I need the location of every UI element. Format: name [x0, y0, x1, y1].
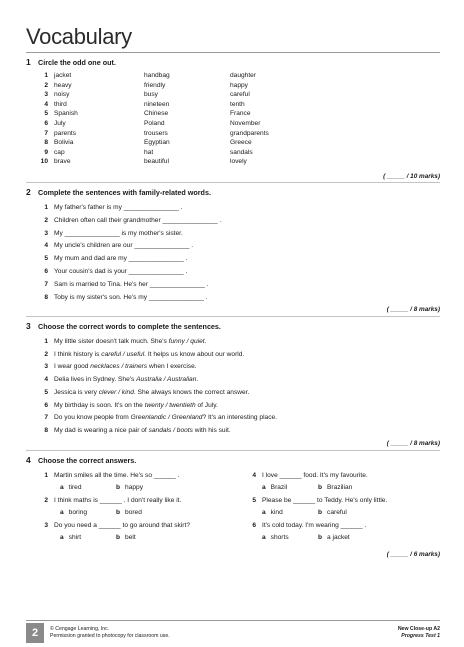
word-option[interactable]: parents — [54, 129, 76, 137]
question — [246, 472, 368, 479]
title-rule — [26, 52, 440, 53]
list-item — [26, 255, 187, 262]
sentence-text[interactable]: Children often call their grandmother _______________ . — [54, 216, 222, 224]
word-choice[interactable]: twenty / twentieth — [144, 401, 196, 409]
item-number: 3 — [44, 363, 48, 371]
answer-option-a[interactable] — [262, 534, 289, 541]
word-option[interactable]: brave — [54, 158, 71, 166]
list-item — [26, 338, 206, 345]
sentence-text[interactable]: Your cousin's dad is your _______________ . — [54, 268, 188, 275]
word-option[interactable]: happy — [230, 81, 248, 89]
word-option[interactable]: tenth — [230, 100, 245, 108]
list-item — [26, 281, 208, 288]
section-divider — [26, 316, 440, 317]
answer-option-a[interactable] — [60, 534, 81, 541]
item-number: 10 — [40, 158, 48, 166]
answer-option-b[interactable] — [116, 534, 136, 541]
word-option[interactable]: nineteen — [144, 100, 170, 108]
item-number: 1 — [44, 204, 48, 211]
sentence-text: of July. — [195, 401, 218, 409]
list-item — [26, 414, 277, 421]
option-letter: a — [262, 484, 266, 491]
option-text: happy — [125, 484, 143, 491]
word-option[interactable]: hat — [144, 148, 154, 156]
option-text: belt — [125, 534, 136, 541]
sentence-text: . — [196, 376, 199, 384]
item-number: 2 — [44, 81, 48, 89]
word-option[interactable]: grandparents — [230, 129, 269, 137]
footer-rule — [26, 620, 440, 621]
question — [246, 522, 366, 529]
answer-option-b[interactable] — [116, 484, 143, 491]
word-option[interactable]: November — [230, 120, 261, 127]
option-letter: b — [116, 534, 121, 541]
answer-option-b[interactable] — [318, 509, 347, 516]
answer-option-b[interactable] — [116, 509, 142, 516]
word-option[interactable]: Greece — [230, 139, 252, 147]
page-title: Vocabulary — [26, 24, 132, 49]
item-number: 4 — [44, 242, 48, 250]
page-number-badge: 2 — [26, 623, 44, 643]
item-number: 8 — [44, 426, 48, 434]
word-option[interactable]: third — [54, 100, 67, 108]
list-item — [26, 351, 244, 358]
option-text: tired — [68, 484, 82, 491]
option-letter: b — [318, 509, 323, 516]
word-option[interactable]: Spanish — [54, 110, 78, 118]
option-text: shorts — [270, 534, 289, 541]
word-option[interactable]: careful — [230, 91, 250, 99]
section-1-heading: 1 Circle the odd one out. — [26, 57, 116, 67]
question — [246, 497, 387, 504]
item-number: 3 — [44, 229, 48, 237]
item-number: 4 — [44, 100, 48, 108]
question-text: I love ______ food. It's my favourite. — [262, 472, 368, 479]
item-number: 2 — [44, 497, 48, 504]
section-4-marks: ( _____ / 6 marks) — [386, 551, 440, 558]
option-text: Brazil — [270, 484, 288, 491]
item-number: 4 — [44, 376, 48, 384]
item-number: 5 — [44, 388, 48, 396]
list-item — [26, 402, 218, 409]
section-2-marks: ( _____ / 8 marks) — [386, 306, 440, 313]
section-divider — [26, 182, 440, 183]
sentence-text: I wear good — [54, 363, 91, 371]
word-option[interactable]: Poland — [144, 120, 165, 127]
list-item — [26, 294, 208, 301]
question-text: Martin smiles all the time. He's so ______ . — [54, 472, 180, 479]
list-item — [26, 389, 249, 396]
option-letter: a — [60, 509, 64, 516]
answer-option-a[interactable] — [262, 509, 283, 516]
word-option[interactable]: France — [230, 110, 251, 118]
sentence-text: My dad is wearing a nice pair of — [54, 426, 149, 434]
sentence-text: . — [204, 338, 207, 345]
item-number: 8 — [44, 139, 48, 147]
answer-option-b[interactable] — [318, 484, 352, 491]
option-letter: b — [116, 484, 121, 491]
word-option[interactable]: jacket — [54, 72, 72, 79]
sentence-text: . She always knows the correct answer. — [133, 388, 250, 396]
word-option[interactable]: Chinese — [144, 110, 169, 118]
word-option[interactable]: busy — [144, 91, 158, 99]
item-number: 7 — [44, 280, 48, 288]
option-letter: a — [60, 534, 64, 541]
question-text: I think maths is ______ . I don't really like it. — [54, 497, 182, 504]
footer-book-info: New Close-up A2 Progress Test 1 — [397, 626, 440, 639]
list-item — [26, 217, 221, 224]
option-letter: a — [262, 534, 266, 541]
option-text: bored — [125, 509, 142, 516]
word-option[interactable]: daughter — [230, 72, 257, 79]
section-4-heading: 4 Choose the correct answers. — [26, 455, 137, 465]
sentence-text[interactable]: Sam is married to Tina. He's her _______________ . — [54, 280, 209, 288]
item-number: 7 — [44, 414, 48, 422]
item-number: 1 — [44, 338, 48, 345]
item-number: 1 — [44, 472, 48, 479]
option-text: shirt — [68, 534, 82, 541]
word-choice[interactable]: Greenlandic / Greenland — [130, 414, 203, 422]
option-text: boring — [68, 509, 88, 516]
item-number: 2 — [44, 350, 48, 358]
answer-option-a[interactable] — [60, 509, 87, 516]
option-letter: b — [318, 534, 323, 541]
word-option[interactable]: friendly — [144, 81, 166, 89]
sentence-text: with his suit. — [192, 426, 231, 434]
sentence-text[interactable]: My uncle's children are our _______________ . — [54, 242, 194, 250]
item-number: 4 — [252, 472, 256, 479]
word-option[interactable]: July — [54, 120, 66, 127]
sentence-text[interactable]: My _______________ is my mother's sister. — [54, 229, 183, 237]
section-3-heading: 3 Choose the correct words to complete the sentences. — [26, 321, 221, 331]
sentence-text: Jessica is very — [54, 388, 99, 396]
word-choice[interactable]: funny / quiet — [168, 338, 205, 345]
item-number: 6 — [44, 401, 48, 409]
item-number: 6 — [44, 120, 48, 127]
word-option[interactable]: cap — [54, 148, 65, 156]
word-option[interactable]: Bolivia — [54, 139, 74, 147]
item-number: 1 — [44, 72, 48, 79]
list-item — [26, 242, 193, 249]
footer-copyright: © Cengage Learning, Inc. Permission granted to photocopy for classroom use. — [50, 626, 170, 639]
section-divider — [26, 450, 440, 451]
item-number: 8 — [44, 293, 48, 301]
option-text: kind — [270, 509, 283, 516]
question — [38, 472, 180, 479]
sentence-text: Delia lives in Sydney. She's — [54, 376, 137, 384]
section-1-marks: ( _____ / 10 marks) — [383, 173, 440, 180]
sentence-text[interactable]: Toby is my sister's son. He's my _______________ . — [54, 293, 208, 301]
option-letter: a — [60, 484, 64, 491]
answer-option-b[interactable] — [318, 534, 350, 541]
list-item — [26, 230, 183, 237]
item-number: 7 — [44, 129, 48, 137]
option-text: careful — [327, 509, 347, 516]
item-number: 5 — [252, 497, 256, 504]
sentence-text: My little sister doesn't talk much. She's — [54, 338, 169, 345]
word-option[interactable]: sandals — [230, 148, 253, 156]
sentence-text: when I exercise. — [147, 363, 197, 371]
word-option[interactable]: trousers — [144, 129, 168, 137]
item-number: 6 — [44, 268, 48, 275]
word-choice[interactable]: clever / kind — [98, 388, 134, 396]
item-number: 9 — [44, 148, 48, 156]
question-text: It's cold today. I'm wearing ______ . — [262, 522, 367, 529]
option-text: Brazilian — [327, 484, 353, 491]
option-letter: b — [116, 509, 121, 516]
item-number: 3 — [44, 522, 48, 529]
list-item — [26, 204, 182, 211]
item-number: 5 — [44, 110, 48, 118]
word-option[interactable]: beautiful — [144, 158, 169, 166]
answer-option-a[interactable] — [262, 484, 287, 491]
word-option[interactable]: noisy — [54, 91, 70, 99]
word-option[interactable]: Egyptian — [144, 139, 170, 147]
section-2-heading: 2 Complete the sentences with family-related words. — [26, 187, 211, 197]
list-item — [26, 268, 187, 275]
sentence-text: Do you know people from — [54, 414, 131, 422]
section-3-marks: ( _____ / 8 marks) — [386, 440, 440, 447]
sentence-text: I think history is — [54, 350, 102, 358]
answer-option-a[interactable] — [60, 484, 82, 491]
sentence-text: ? It's an interesting place. — [202, 414, 278, 422]
sentence-text[interactable]: My mum and dad are my _______________ . — [54, 255, 188, 263]
list-item — [26, 363, 197, 370]
item-number: 3 — [44, 91, 48, 99]
option-letter: a — [262, 509, 266, 516]
sentence-text: . It helps us know about our world. — [144, 350, 245, 358]
word-choice[interactable]: careful / useful — [101, 350, 145, 358]
question-text: Please be ______ to Teddy. He's only little. — [262, 497, 388, 504]
question — [38, 522, 190, 529]
option-letter: b — [318, 484, 323, 491]
item-number: 5 — [44, 255, 48, 263]
sentence-text[interactable]: My father's father is my _______________ . — [54, 204, 183, 211]
question — [38, 497, 181, 504]
word-choice[interactable]: necklaces / trainers — [90, 363, 148, 371]
word-choice[interactable]: sandals / boots — [148, 426, 193, 434]
word-choice[interactable]: Australia / Australian — [136, 376, 197, 384]
item-number: 2 — [44, 216, 48, 224]
word-option[interactable]: handbag — [144, 72, 170, 79]
item-number: 6 — [252, 522, 256, 529]
list-item — [26, 376, 198, 383]
sentence-text: My birthday is soon. It's on the — [54, 401, 145, 409]
option-text: a jacket — [327, 534, 350, 541]
word-option[interactable]: heavy — [54, 81, 72, 89]
list-item — [26, 427, 231, 434]
word-option[interactable]: lovely — [230, 158, 247, 166]
question-text: Do you need a ______ to go around that skirt? — [54, 522, 191, 529]
